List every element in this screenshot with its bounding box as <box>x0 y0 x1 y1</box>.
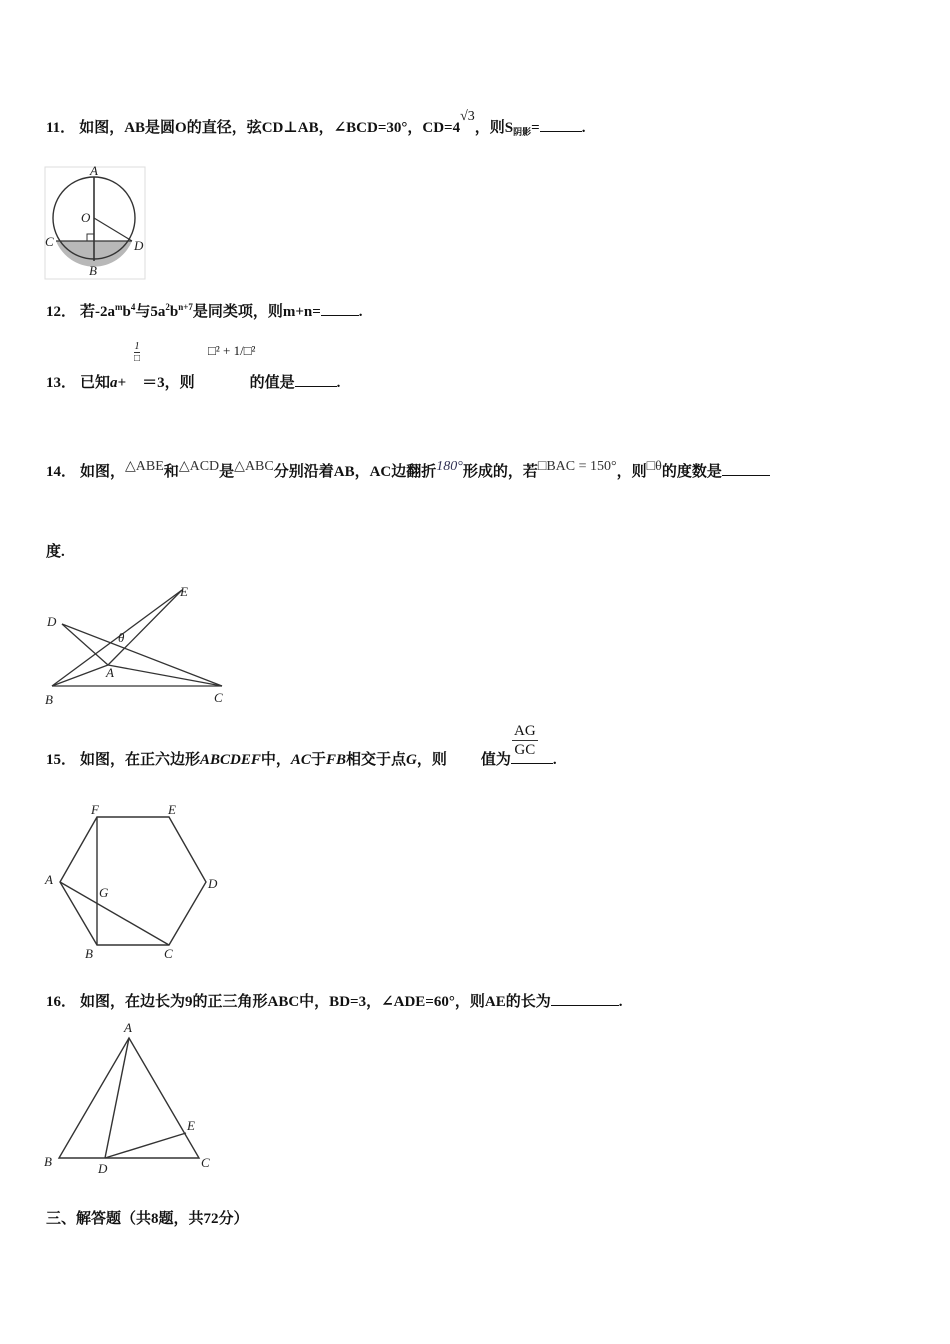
question-number: 16． <box>46 994 77 1010</box>
label-E: E <box>180 584 188 599</box>
triangle-abc: △ABC <box>234 459 274 474</box>
figure-circle <box>44 165 148 281</box>
text-part-6: 值为 <box>480 752 511 768</box>
question-14 <box>46 460 770 481</box>
label-C: C <box>201 1155 210 1170</box>
label-B: B <box>89 263 97 278</box>
period: . <box>618 994 623 1010</box>
hexagon-name: ABCDEF <box>200 752 261 768</box>
question-14-line2: 度. <box>46 544 65 560</box>
expression: □² + 1/□² <box>208 343 256 358</box>
superscript-4: 4 <box>130 302 136 312</box>
label-A: A <box>124 1020 132 1035</box>
superscript-2: 2 <box>165 302 170 312</box>
triangle-abe: △ABE <box>125 459 164 474</box>
period: . <box>336 375 341 391</box>
small-fraction <box>134 341 140 364</box>
text-part-2: 和 <box>163 464 179 480</box>
label-F: F <box>91 802 99 817</box>
label-A: A <box>90 165 98 178</box>
superscript-m: m <box>115 302 123 312</box>
period: . <box>358 304 363 320</box>
triangle-acd: △ACD <box>178 459 220 474</box>
label-A: A <box>45 872 53 887</box>
question-number: 15． <box>46 752 77 768</box>
text-part-1: 若-2a <box>80 304 116 320</box>
label-C: C <box>214 690 223 705</box>
text-part-2: b <box>122 304 131 320</box>
text-part-3: 于 <box>310 752 326 768</box>
answer-blank[interactable] <box>540 119 582 132</box>
period: . <box>581 120 586 136</box>
figure-triangles <box>42 580 242 710</box>
label-B: B <box>45 692 53 707</box>
question-number: 11． <box>46 120 76 136</box>
segment-fb: FB <box>325 752 346 768</box>
label-B: B <box>44 1154 52 1169</box>
text-part-4: b <box>169 304 179 320</box>
answer-blank[interactable] <box>295 374 337 387</box>
answer-blank[interactable] <box>722 463 770 476</box>
label-B: B <box>85 946 93 961</box>
question-number: 12． <box>46 304 77 320</box>
text-part-3: 的值是 <box>249 375 295 391</box>
sqrt-three: √3 <box>460 109 475 124</box>
text-part-4: 相交于点 <box>345 752 406 768</box>
text-part-1: 已知 <box>80 375 111 391</box>
label-D: D <box>47 614 57 629</box>
question-text: 如图，AB是圆O的直径，弦CD⊥AB，∠BCD=30°，CD=4 <box>79 120 461 136</box>
period: . <box>552 752 557 768</box>
text-part-2: 中， <box>260 752 291 768</box>
question-number: 14． <box>46 464 77 480</box>
text-part-7: 的度数是 <box>661 464 722 480</box>
fraction-top: AG <box>514 723 536 739</box>
label-A: A <box>106 665 114 680</box>
label-E: E <box>187 1118 195 1133</box>
label-D: D <box>208 876 218 891</box>
label-theta: θ <box>118 630 125 645</box>
text-part-6: ，则 <box>616 464 647 480</box>
text-part-2: ＝3，则 <box>142 375 195 391</box>
text-part-4: 分别沿着AB，AC边翻折 <box>273 464 437 480</box>
question-11 <box>46 109 586 137</box>
text-part-1: 如图， <box>80 464 126 480</box>
fraction-bottom: □ <box>134 353 141 364</box>
fraction-top: 1 <box>134 341 140 352</box>
segment-ac: AC <box>290 752 311 768</box>
text-part-3: 是 <box>219 464 235 480</box>
superscript-n7: n+7 <box>178 302 193 312</box>
point-g: G <box>405 752 417 768</box>
label-G: G <box>99 885 109 900</box>
label-O: O <box>81 210 91 225</box>
angle-bac: □BAC = 150° <box>537 459 617 474</box>
question-text: 如图，在边长为9的正三角形ABC中，BD=3，∠ADE=60°，则AE的长为 <box>80 994 551 1010</box>
text-part-5: 形成的，若 <box>462 464 538 480</box>
fraction-ag-gc <box>512 722 538 759</box>
subscript-shaded: 阴影 <box>513 127 532 137</box>
answer-blank[interactable] <box>551 993 619 1006</box>
answer-blank[interactable] <box>321 303 359 316</box>
label-D: D <box>98 1161 108 1176</box>
text-part-5: ，则 <box>416 752 447 768</box>
label-D: D <box>134 238 144 253</box>
angle-theta: □θ <box>646 459 662 474</box>
label-E: E <box>168 802 176 817</box>
text-part-1: 如图，在正六边形 <box>80 752 201 768</box>
question-text-c: = <box>531 120 540 136</box>
section-heading: 三、解答题（共8题，共72分） <box>46 1211 249 1227</box>
text-part-5: 是同类项，则m+n= <box>192 304 321 320</box>
label-C: C <box>45 234 54 249</box>
figure-triangle <box>40 1018 220 1178</box>
angle-180: 180° <box>436 459 463 474</box>
text-part-3: 与5a <box>135 304 166 320</box>
fraction-bottom: GC <box>514 742 536 758</box>
figure-hexagon <box>42 800 232 965</box>
question-16 <box>46 990 622 1011</box>
question-text-b: ，则S <box>474 120 514 136</box>
variable-a: a+ <box>110 375 127 391</box>
question-number: 13． <box>46 375 77 391</box>
question-12 <box>46 300 363 321</box>
label-C: C <box>164 946 173 961</box>
